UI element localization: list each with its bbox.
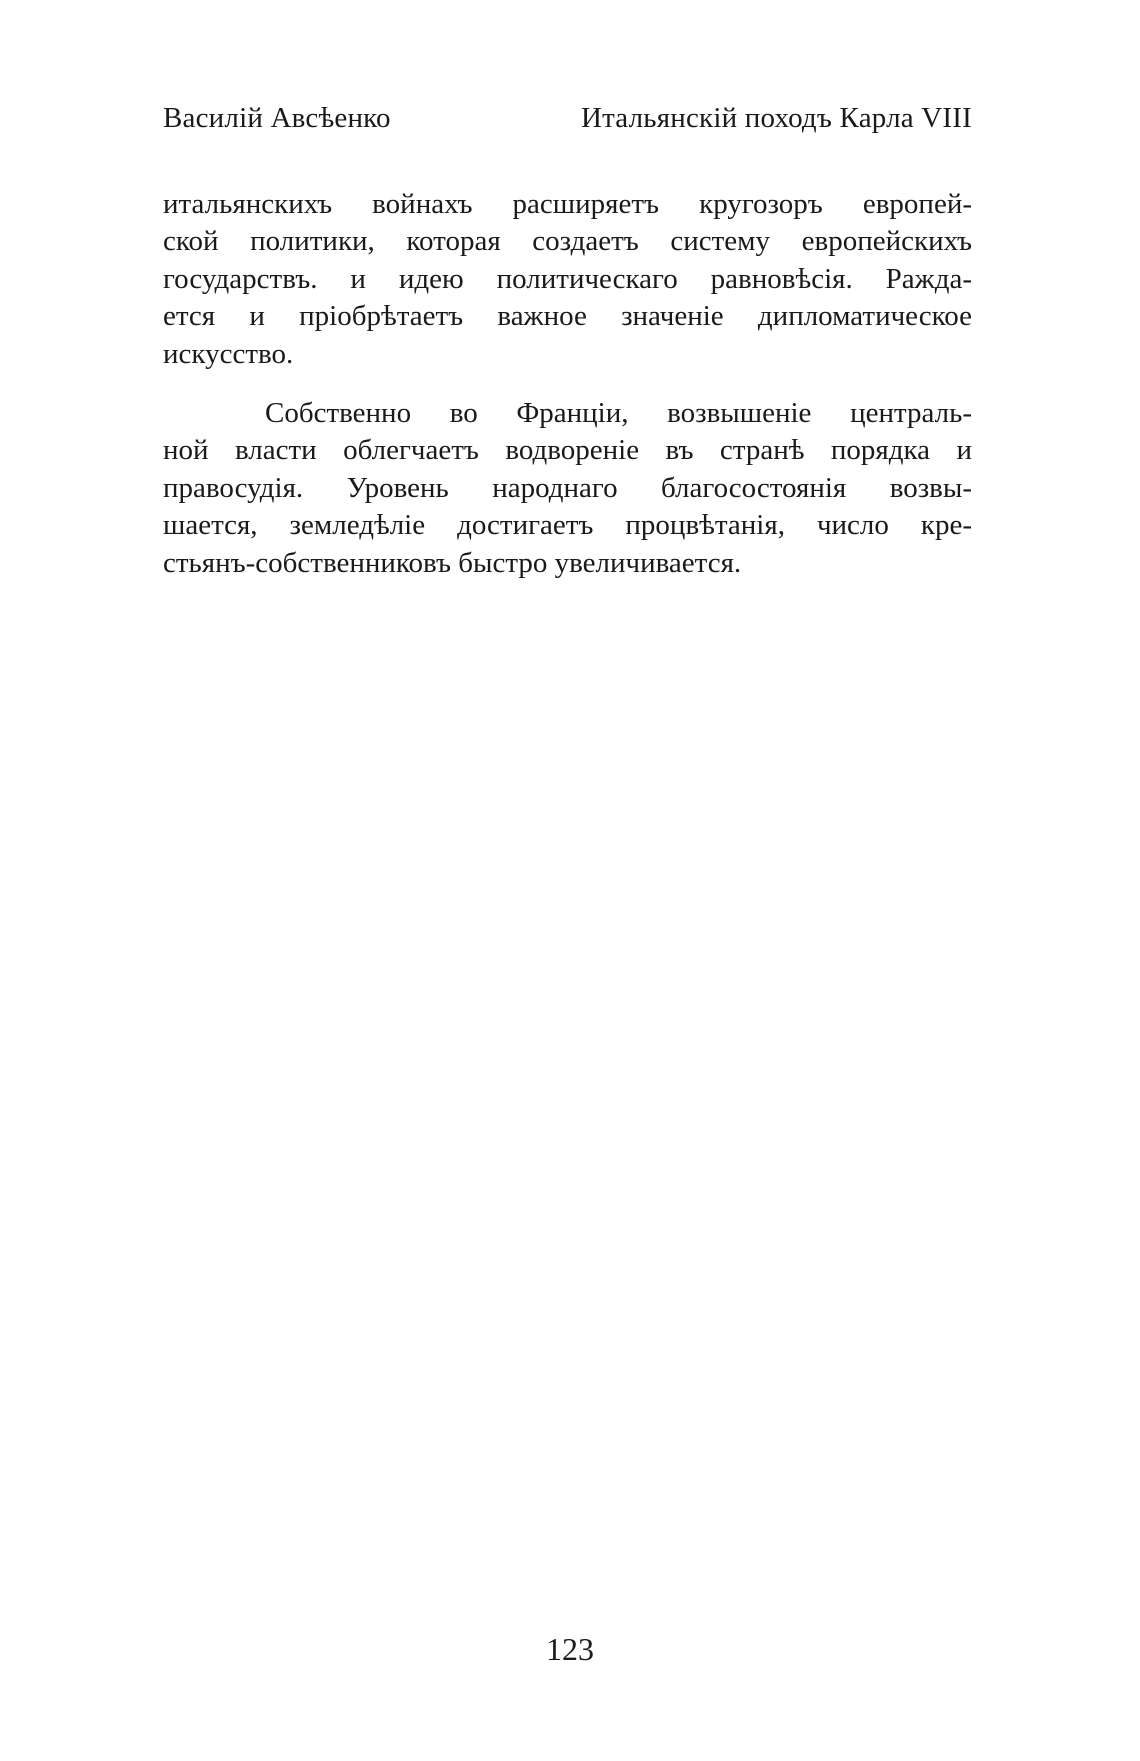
text-line: правосудія. Уровень народнаго благосостоянія возвы- [163, 471, 972, 504]
text-line: итальянскихъ войнахъ расширяетъ кругозоръ европей- [163, 188, 972, 220]
text-line: ется и пріобрѣтаетъ важное значеніе дипломатическое [163, 300, 972, 333]
text-line: ской политики, которая создаетъ систему европейскихъ [163, 225, 972, 258]
paragraph [163, 186, 972, 373]
running-head-author: Василій Авсѣенко [163, 102, 391, 134]
text-line: шается, земледѣліе достигаетъ процвѣтанія, число кре- [163, 509, 972, 542]
body-text [163, 186, 972, 582]
page-number: 123 [546, 1631, 594, 1667]
text-line: искусство. [163, 337, 294, 370]
running-head [163, 98, 972, 138]
text-line: стьянъ-собственниковъ быстро увеличивается. [163, 546, 742, 579]
running-head-title: Итальянскій походъ Карла VIII [580, 102, 972, 134]
text-line: Собственно во Франціи, возвышеніе централь- [265, 396, 972, 429]
text-line: государствъ. и идею политическаго равновѣсія. Ражда- [163, 262, 972, 295]
text-line: ной власти облегчаетъ водвореніе въ странѣ порядка и [163, 434, 972, 467]
paragraph [163, 395, 972, 582]
